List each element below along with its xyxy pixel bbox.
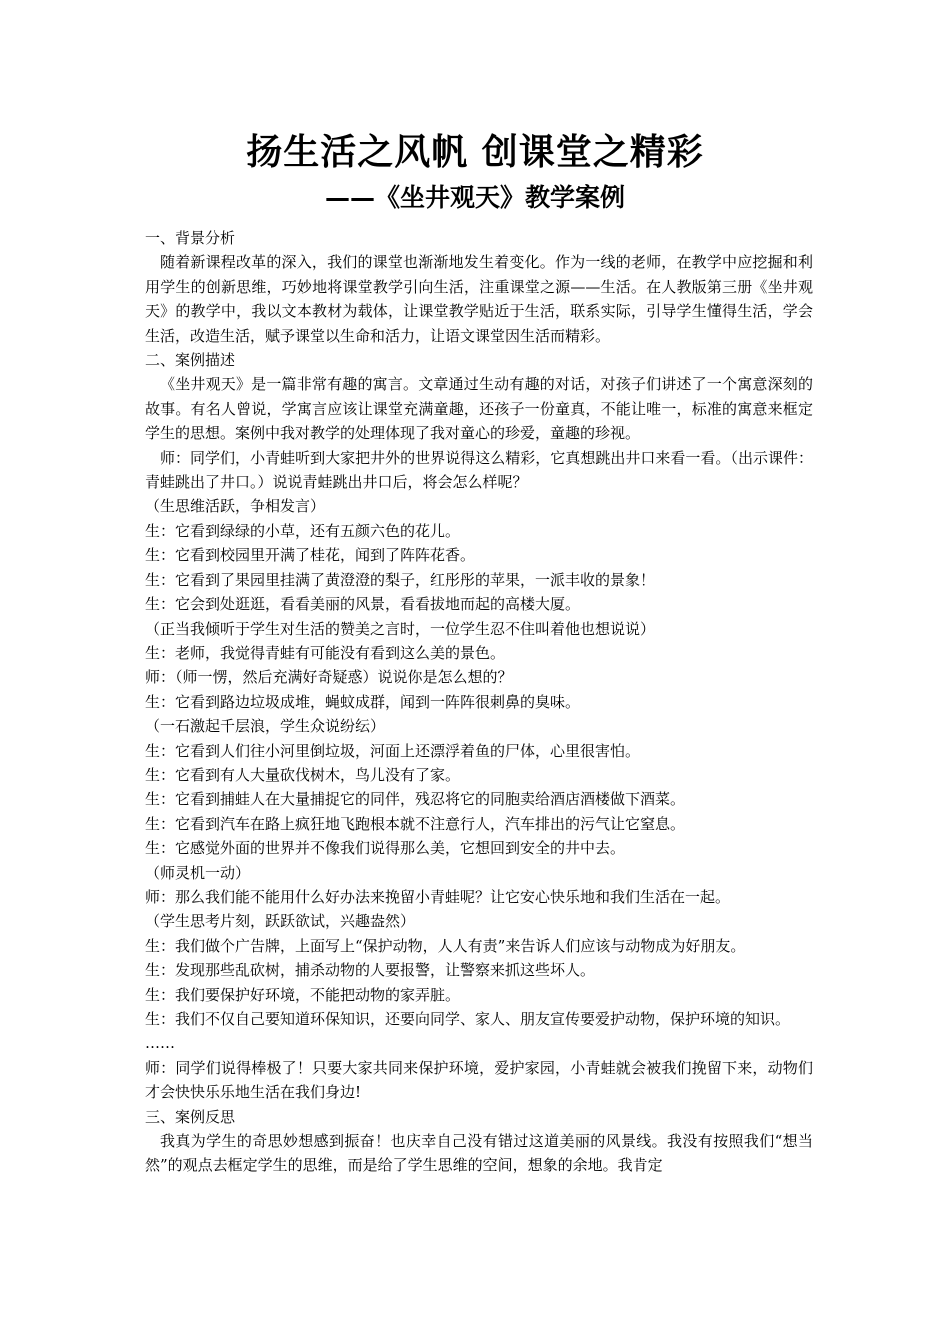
paragraph: 二、案例描述 <box>145 351 236 370</box>
paragraph: 生：它感觉外面的世界并不像我们说得那么美，它想回到安全的井中去。 <box>145 839 626 858</box>
paragraph: （生思维活跃，争相发言） <box>145 497 326 516</box>
paragraph: 生：它看到路边垃圾成堆，蝇蚊成群，闻到一阵阵很刺鼻的臭味。 <box>145 692 581 711</box>
paragraph: …… <box>145 1034 175 1053</box>
paragraph: 随着新课程改革的深入，我们的课堂也渐渐地发生着变化。作为一线的老师，在教学中应挖掘和利用学生的创新思维，巧妙地将课堂教学引向生活，注重课堂之源——生活。在人教版第三册《坐井观天》的教学中，我以文本教材为载体，让课堂教学贴近于生活，联系实际，引导学生懂得生活，学会生活，改造生活，赋予课堂以生命和活力，让语文课堂因生活而精彩。 <box>145 253 813 345</box>
paragraph: 师：同学们说得棒极了！只要大家共同来保护环境，爱护家园，小青蛙就会被我们挽留下来，动物们才会快快乐乐地生活在我们身边! <box>145 1058 813 1102</box>
paragraph: 我真为学生的奇思妙想感到振奋！也庆幸自己没有错过这道美丽的风景线。我没有按照我们“想当然”的观点去框定学生的思维，而是给了学生思维的空间，想象的余地。我肯定 <box>145 1132 813 1175</box>
paragraph: 生：老师，我觉得青蛙有可能没有看到这么美的景色。 <box>145 643 506 662</box>
paragraph: 生：它看到人们往小河里倒垃圾，河面上还漂浮着鱼的尸体，心里很害怕。 <box>145 741 641 760</box>
paragraph: 生：我们不仅自己要知道环保知识，还要向同学、家人、朋友宣传要爱护动物，保护环境的知识。 <box>145 1010 791 1028</box>
document-body <box>145 226 813 1178</box>
paragraph: 生：我们要保护好环境，不能把动物的家弄脏。 <box>145 985 461 1004</box>
paragraph: 《坐井观天》是一篇非常有趣的寓言。文章通过生动有趣的对话，对孩子们讲述了一个寓意深刻的故事。有名人曾说，学寓言应该让课堂充满童趣，还孩子一份童真，不能让唯一，标准的寓意来框定学生的思想。案例中我对教学的处理体现了我对童心的珍爱，童趣的珍视。 <box>145 375 813 443</box>
paragraph: 生：它看到汽车在路上疯狂地飞跑根本就不注意行人，汽车排出的污气让它窒息。 <box>145 814 686 833</box>
paragraph: （正当我倾听于学生对生活的赞美之言时，一位学生忍不住叫着他也想说说） <box>145 619 656 638</box>
paragraph: 一、背景分析 <box>145 229 236 247</box>
paragraph: 师：同学们，小青蛙听到大家把井外的世界说得这么精彩，它真想跳出井口来看一看。（出示课件：青蛙跳出了井口。）说说青蛙跳出井口后，将会怎么样呢？ <box>145 448 813 492</box>
document-subtitle: ——《坐井观天》教学案例 <box>324 183 625 212</box>
paragraph: （师灵机一动） <box>145 863 251 882</box>
paragraph: 生：它看到绿绿的小草，还有五颜六色的花儿。 <box>145 521 461 540</box>
document-title: 扬生活之风帆 创课堂之精彩 <box>246 131 704 173</box>
paragraph: 生：它看到校园里开满了桂花，闻到了阵阵花香。 <box>145 546 476 565</box>
paragraph: （一石激起千层浪，学生众说纷纭） <box>145 717 386 736</box>
paragraph: 生：我们做个广告牌，上面写上“保护动物，人人有责”来告诉人们应该与动物成为好朋友。 <box>145 936 746 955</box>
paragraph: 三、案例反思 <box>145 1107 236 1126</box>
paragraph: 生：它会到处逛逛，看看美丽的风景，看看拔地而起的高楼大厦。 <box>145 595 581 614</box>
paragraph: 生：它看到捕蛙人在大量捕捉它的同伴，残忍将它的同胞卖给酒店酒楼做下酒菜。 <box>145 790 686 809</box>
paragraph: 生：它看到了果园里挂满了黄澄澄的梨子，红彤彤的苹果，一派丰收的景象！ <box>145 570 656 589</box>
paragraph: 生：它看到有人大量砍伐树木，鸟儿没有了家。 <box>145 765 461 784</box>
paragraph: 生：发现那些乱砍树，捕杀动物的人要报警，让警察来抓这些坏人。 <box>145 961 596 980</box>
paragraph: 师：（师一愣，然后充满好奇疑惑）说说你是怎么想的？ <box>145 668 513 687</box>
paragraph: 师：那么我们能不能用什么好办法来挽留小青蛙呢？让它安心快乐地和我们生活在一起。 <box>145 887 731 906</box>
paragraph: （学生思考片刻，跃跃欲试，兴趣盎然） <box>145 912 416 931</box>
